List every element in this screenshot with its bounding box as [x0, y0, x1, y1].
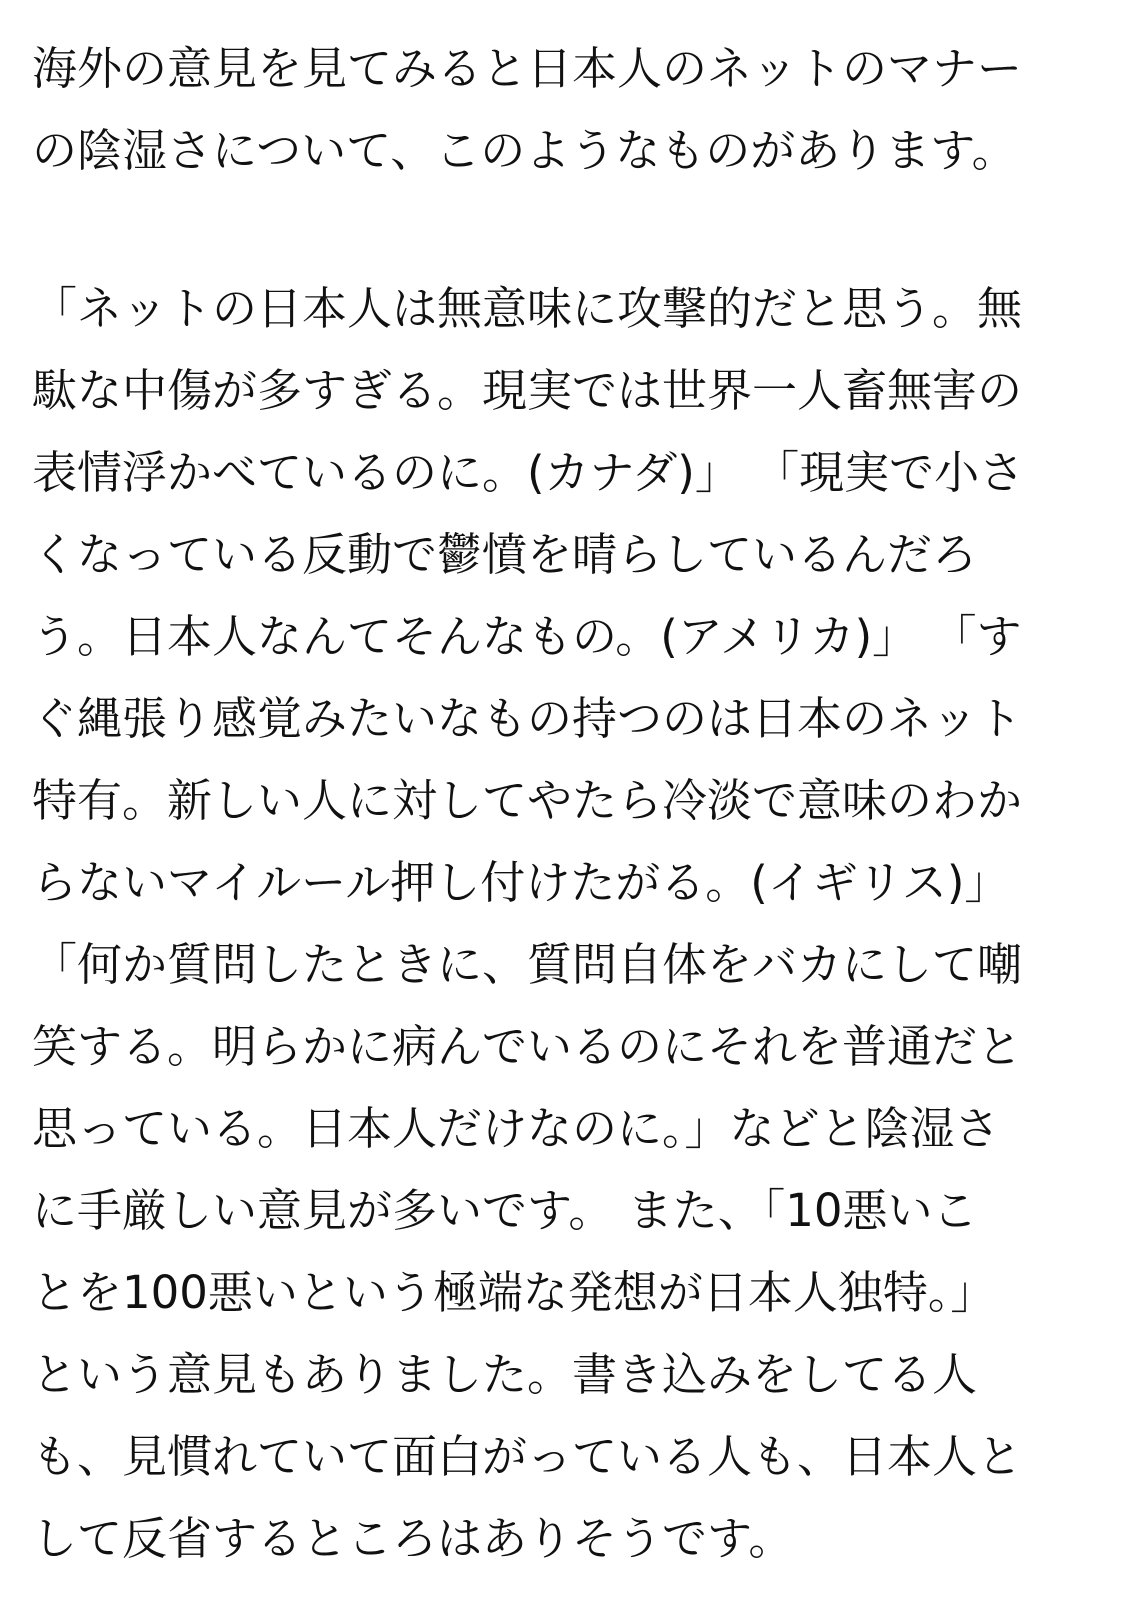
text-line: 表情浮かべているのに。(カナダ)」 「現実で小さ — [32, 446, 1025, 499]
text-line: も、見慣れていて面白がっている人も、日本人と — [32, 1430, 1023, 1483]
text-line: 海外の意見を見てみると日本人のネットのマナー — [32, 42, 1023, 95]
text-line: して反省するところはありそうです。 — [32, 1512, 794, 1565]
paragraph-gap — [32, 192, 1102, 268]
text-line: の陰湿さについて、このようなものがあります。 — [32, 124, 1017, 177]
text-line: に手厳しい意見が多いです。 また、「10悪いこ — [32, 1184, 978, 1237]
paragraph-1 — [32, 28, 1102, 192]
text-line: う。日本人なんてそんなもの。(アメリカ)」 「す — [32, 610, 1022, 663]
text-line: という意見もありました。書き込みをしてる人 — [32, 1348, 978, 1401]
text-line: 笑する。明らかに病んでいるのにそれを普通だと — [32, 1020, 1023, 1073]
text-line: 思っている。日本人だけなのに。」などと陰湿さ — [32, 1102, 1000, 1155]
text-line: 駄な中傷が多すぎる。現実では世界一人畜無害の — [32, 364, 1023, 417]
article-body — [32, 28, 1102, 1580]
text-line: らないマイルール押し付けたがる。(イギリス)」 — [32, 856, 1010, 909]
text-line: くなっている反動で鬱憤を晴らしているんだろ — [32, 528, 978, 581]
text-line: 特有。新しい人に対してやたら冷淡で意味のわか — [32, 774, 1023, 827]
text-line: とを100悪いという極端な発想が日本人独特。」 — [32, 1266, 996, 1319]
text-line: 「ネットの日本人は無意味に攻撃的だと思う。無 — [32, 282, 1023, 335]
text-line: 「何か質問したときに、質問自体をバカにして嘲 — [32, 938, 1023, 991]
paragraph-2 — [32, 268, 1102, 1580]
text-line: ぐ縄張り感覚みたいなもの持つのは日本のネット — [32, 692, 1023, 745]
